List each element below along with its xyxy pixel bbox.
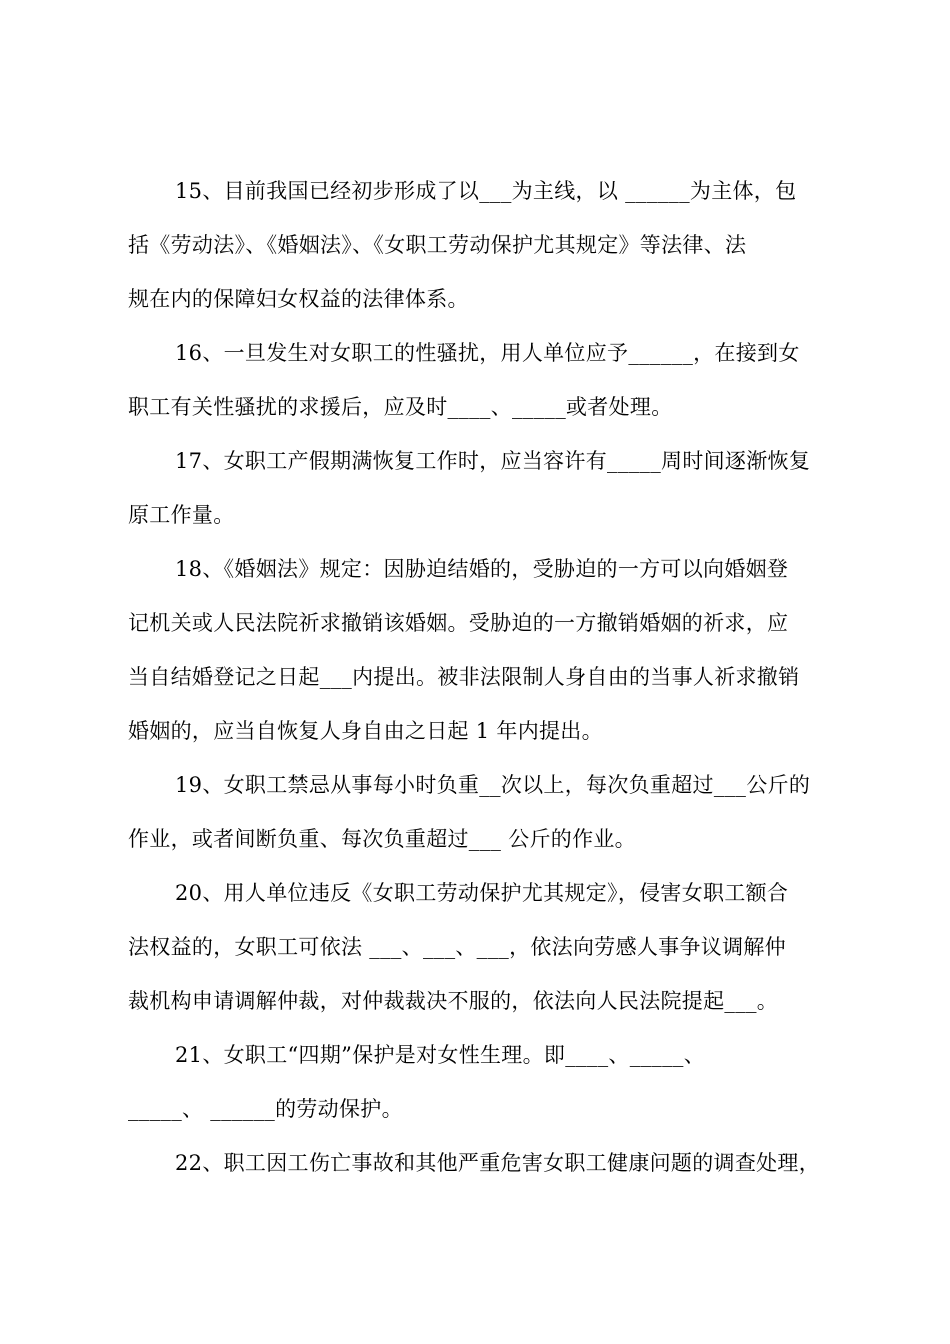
text-line-5 bbox=[0, 392, 950, 446]
text-line-1 bbox=[0, 176, 950, 230]
text-line-13-text: 作业，或者间断负重、每次负重超过___ 公斤的作业。 bbox=[128, 827, 636, 851]
text-line-1-text: 15、目前我国已经初步形成了以___为主线，以 ______为主体，包 bbox=[175, 179, 797, 203]
text-line-2-text: 括《劳动法》、《婚姻法》、《女职工劳动保护尤其规定》等法律、法 bbox=[128, 233, 747, 257]
text-line-6 bbox=[0, 446, 950, 500]
text-line-10 bbox=[0, 662, 950, 716]
text-line-16 bbox=[0, 986, 950, 1040]
text-line-4-text: 16、一旦发生对女职工的性骚扰，用人单位应予______，在接到女 bbox=[175, 341, 800, 365]
text-line-7 bbox=[0, 500, 950, 554]
text-line-15 bbox=[0, 932, 950, 986]
text-line-11 bbox=[0, 716, 950, 770]
text-line-14-text: 20、用人单位违反《女职工劳动保护尤其规定》，侵害女职工额合 bbox=[175, 881, 789, 905]
text-line-17-text: 21、女职工“四期”保护是对女性生理。即____、_____、 bbox=[175, 1043, 705, 1067]
text-line-19 bbox=[0, 1148, 950, 1202]
text-line-3-text: 规在内的保障妇女权益的法律体系。 bbox=[128, 287, 469, 311]
text-line-5-text: 职工有关性骚扰的求援后，应及时____、_____或者处理。 bbox=[128, 395, 673, 419]
text-line-14 bbox=[0, 878, 950, 932]
text-line-11-text: 婚姻的，应当自恢复人身自由之日起 1 年内提出。 bbox=[128, 719, 603, 743]
text-line-8 bbox=[0, 554, 950, 608]
text-line-9-text: 记机关或人民法院祈求撤销该婚姻。受胁迫的一方撤销婚姻的祈求，应 bbox=[128, 611, 789, 635]
text-line-9 bbox=[0, 608, 950, 662]
text-line-2 bbox=[0, 230, 950, 284]
text-line-10-text: 当自结婚登记之日起___内提出。被非法限制人身自由的当事人祈求撤销 bbox=[128, 665, 800, 689]
text-line-6-text: 17、女职工产假期满恢复工作时，应当容许有_____周时间逐渐恢复 bbox=[175, 449, 811, 473]
text-line-13 bbox=[0, 824, 950, 878]
text-line-7-text: 原工作量。 bbox=[128, 503, 235, 527]
text-line-15-text: 法权益的，女职工可依法 ___、___、___，依法向劳感人事争议调解仲 bbox=[128, 935, 786, 959]
text-line-19-text: 22、职工因工伤亡事故和其他严重危害女职工健康问题的调查处理， bbox=[175, 1151, 821, 1175]
text-line-18-text: _____、 ______的劳动保护。 bbox=[128, 1097, 403, 1121]
text-line-4 bbox=[0, 338, 950, 392]
text-line-3 bbox=[0, 284, 950, 338]
text-line-17 bbox=[0, 1040, 950, 1094]
text-line-12-text: 19、女职工禁忌从事每小时负重__次以上，每次负重超过___公斤的 bbox=[175, 773, 811, 797]
text-line-8-text: 18、《婚姻法》规定：因胁迫结婚的，受胁迫的一方可以向婚姻登 bbox=[175, 557, 789, 581]
text-line-12 bbox=[0, 770, 950, 824]
text-line-16-text: 裁机构申请调解仲裁，对仲裁裁决不服的，依法向人民法院提起___。 bbox=[128, 989, 779, 1013]
text-line-18 bbox=[0, 1094, 950, 1148]
